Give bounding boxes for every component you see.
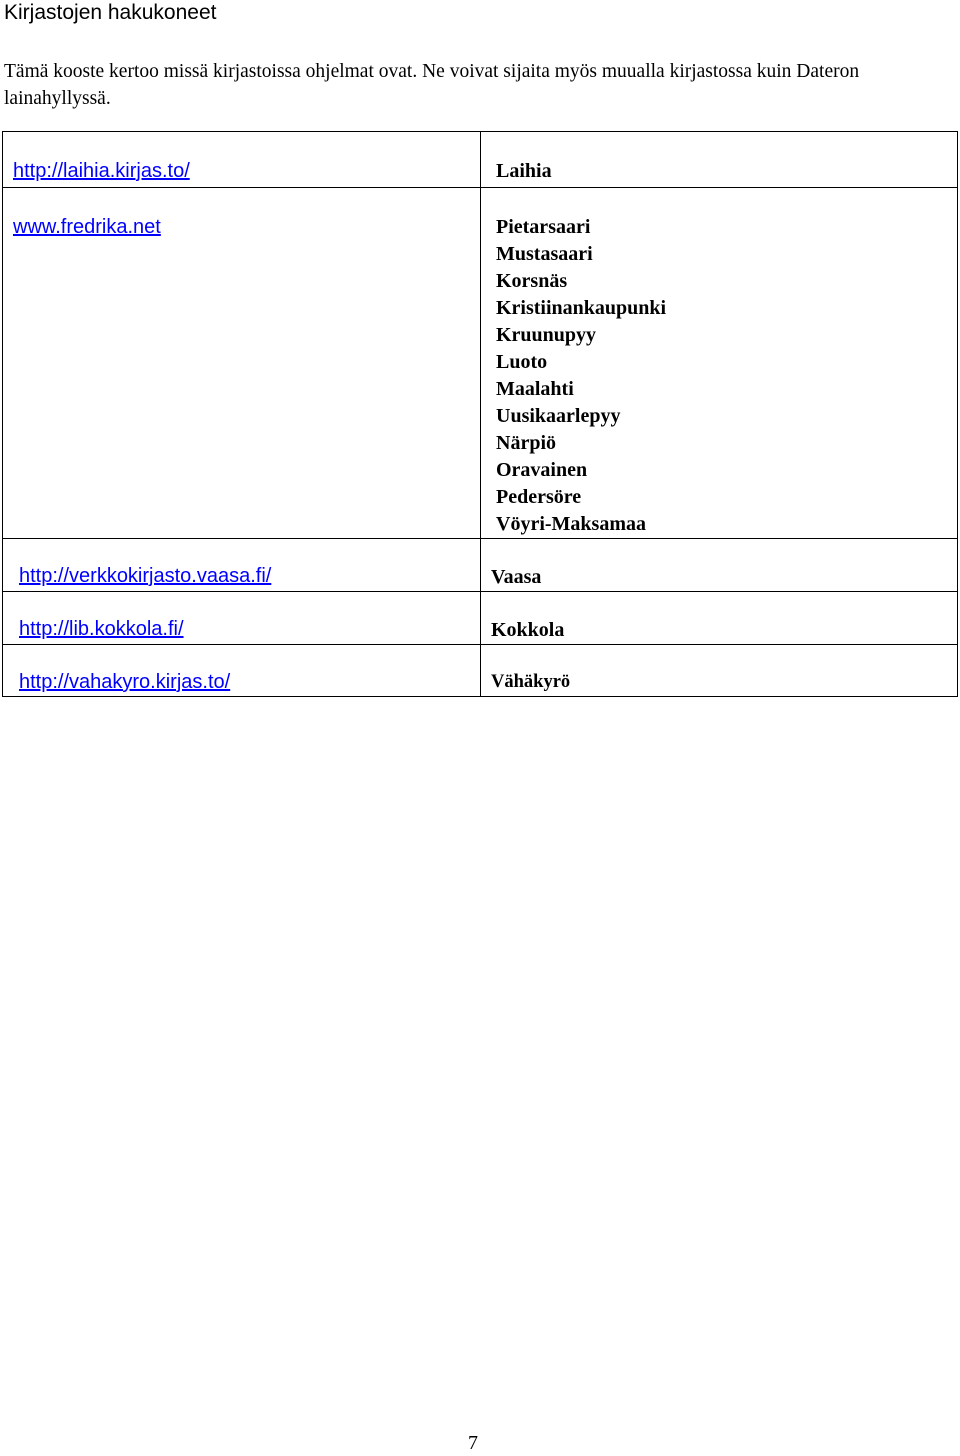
place-name: Närpiö — [496, 432, 556, 454]
link-cell — [3, 645, 481, 697]
place-name: Kruunupyy — [496, 324, 597, 346]
page-number: 7 — [468, 1432, 478, 1454]
place-name: Laihia — [496, 160, 552, 182]
place-name: Vähäkyrö — [491, 672, 571, 692]
place-name: Mustasaari — [496, 243, 593, 265]
table-row — [3, 539, 958, 592]
link-cell — [3, 539, 481, 592]
laihia-link[interactable]: http://laihia.kirjas.to/ — [13, 160, 190, 182]
link-cell — [3, 132, 481, 188]
table-row — [3, 188, 958, 539]
place-name: Oravainen — [496, 459, 588, 481]
table-row — [3, 132, 958, 188]
places-cell — [481, 539, 958, 592]
vahakyro-link[interactable]: http://vahakyro.kirjas.to/ — [19, 671, 231, 693]
table-row — [3, 592, 958, 645]
fredrika-link[interactable]: www.fredrika.net — [13, 216, 161, 238]
vaasa-link[interactable]: http://verkkokirjasto.vaasa.fi/ — [19, 565, 272, 587]
place-name: Maalahti — [496, 378, 574, 400]
table-row — [3, 645, 958, 697]
intro-paragraph: Tämä kooste kertoo missä kirjastoissa ohjelmat ovat. Ne voivat sijaita myös muualla kirjastossa kuin Dateron lainahyllyssä. — [4, 61, 860, 109]
places-cell — [481, 645, 958, 697]
places-cell — [481, 132, 958, 188]
place-name: Uusikaarlepyy — [496, 405, 621, 427]
place-name: Kristiinankaupunki — [496, 297, 667, 319]
place-name: Pietarsaari — [496, 216, 591, 238]
place-name: Vaasa — [491, 566, 542, 588]
places-cell — [481, 188, 958, 539]
page-heading: Kirjastojen hakukoneet — [4, 1, 217, 24]
link-cell — [3, 592, 481, 645]
place-name: Vöyri-Maksamaa — [496, 513, 646, 535]
library-table — [2, 131, 958, 697]
place-name: Kokkola — [491, 619, 565, 641]
link-cell — [3, 188, 481, 539]
places-cell — [481, 592, 958, 645]
place-name: Pedersöre — [496, 486, 582, 508]
place-name: Luoto — [496, 351, 548, 373]
place-name: Korsnäs — [496, 270, 568, 292]
kokkola-link[interactable]: http://lib.kokkola.fi/ — [19, 618, 184, 640]
